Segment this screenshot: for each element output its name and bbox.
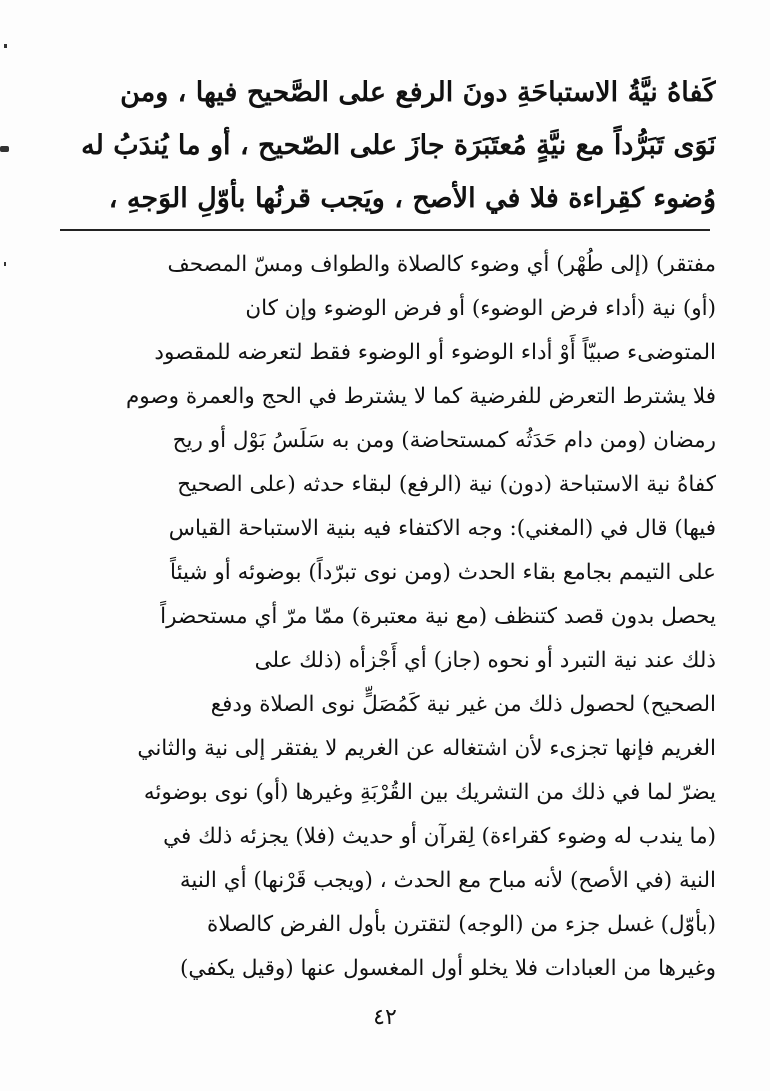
commentary-line: (ما يندب له وضوء كقراءة) لِقرآن أو حديث (فلا) يجزئه ذلك في — [163, 824, 716, 849]
commentary-line: فيها) قال في (المغني): وجه الاكتفاء فيه بنية الاستباحة القياس — [168, 516, 716, 541]
commentary-line: (أو) نية (أداء فرض الوضوء) أو فرض الوضوء وإن كان — [245, 296, 716, 321]
commentary-line: يحصل بدون قصد كتنظف (مع نية معتبرة) ممّا مرّ أي مستحضراً — [160, 604, 716, 629]
main-text-block — [56, 66, 716, 225]
commentary-line: كفاهُ نية الاستباحة (دون) نية (الرفع) لبقاء حدثه (على الصحيح — [177, 472, 716, 497]
commentary-line: يضرّ لما في ذلك من التشريك بين القُرْبَةِ وغيرها (أو) نوى بوضوئه — [143, 780, 716, 805]
commentary-line: المتوضىء صبيّاً أَوْ أداء الوضوء أو الوضوء فقط لتعرضه للمقصود — [154, 340, 716, 365]
main-text-line: وُضوء كقِراءة فلا في الأصح ، ويَجب قرنُها بأوّلِ الوَجهِ ، — [108, 183, 716, 214]
commentary-line: ذلك عند نية التبرد أو نحوه (جاز) أي أَجْزأه (ذلك على — [254, 648, 716, 673]
commentary-line: وغيرها من العبادات فلا يخلو أول المغسول عنها (وقيل يكفي) — [179, 956, 716, 981]
commentary-line: على التيمم بجامع بقاء الحدث (ومن نوى تبرّداً) بوضوئه أو شيئاً — [170, 560, 716, 585]
commentary-line: الغريم فإنها تجزىء لأن اشتغاله عن الغريم لا يفتقر إلى نية والثاني — [137, 736, 716, 761]
margin-mark — [0, 146, 9, 152]
commentary-line: مفتقر) (إلى طُهْر) أي وضوء كالصلاة والطواف ومسّ المصحف — [167, 252, 716, 277]
section-divider — [60, 229, 710, 231]
commentary-line: النية (في الأصح) لأنه مباح مع الحدث ، (ويجب قَرْنها) أي النية — [179, 868, 716, 893]
commentary-block — [54, 243, 716, 991]
main-text-line: كَفاهُ نيَّةُ الاستباحَةِ دونَ الرفع على الصَّحيح فيها ، ومن — [120, 77, 716, 108]
main-text-line: نَوَى تَبَرُّداً مع نيَّةٍ مُعتَبَرَة جازَ على الصّحيح ، أو ما يُندَبُ له — [81, 130, 716, 161]
commentary-line: رمضان (ومن دام حَدَثُه كمستحاضة) ومن به سَلَسُ بَوْل أو ريح — [172, 428, 716, 453]
page-number: ٤٢ — [373, 1005, 397, 1030]
commentary-line: الصحيح) لحصول ذلك من غير نية كَمُصَلٍّ نوى الصلاة ودفع — [210, 692, 716, 717]
margin-mark — [4, 262, 6, 266]
margin-mark — [4, 44, 7, 48]
commentary-line: فلا يشترط التعرض للفرضية كما لا يشترط في الحج والعمرة وصوم — [125, 384, 716, 409]
commentary-line: (بأوّل) غسل جزء من (الوجه) لتقترن بأول الفرض كالصلاة — [207, 912, 716, 937]
